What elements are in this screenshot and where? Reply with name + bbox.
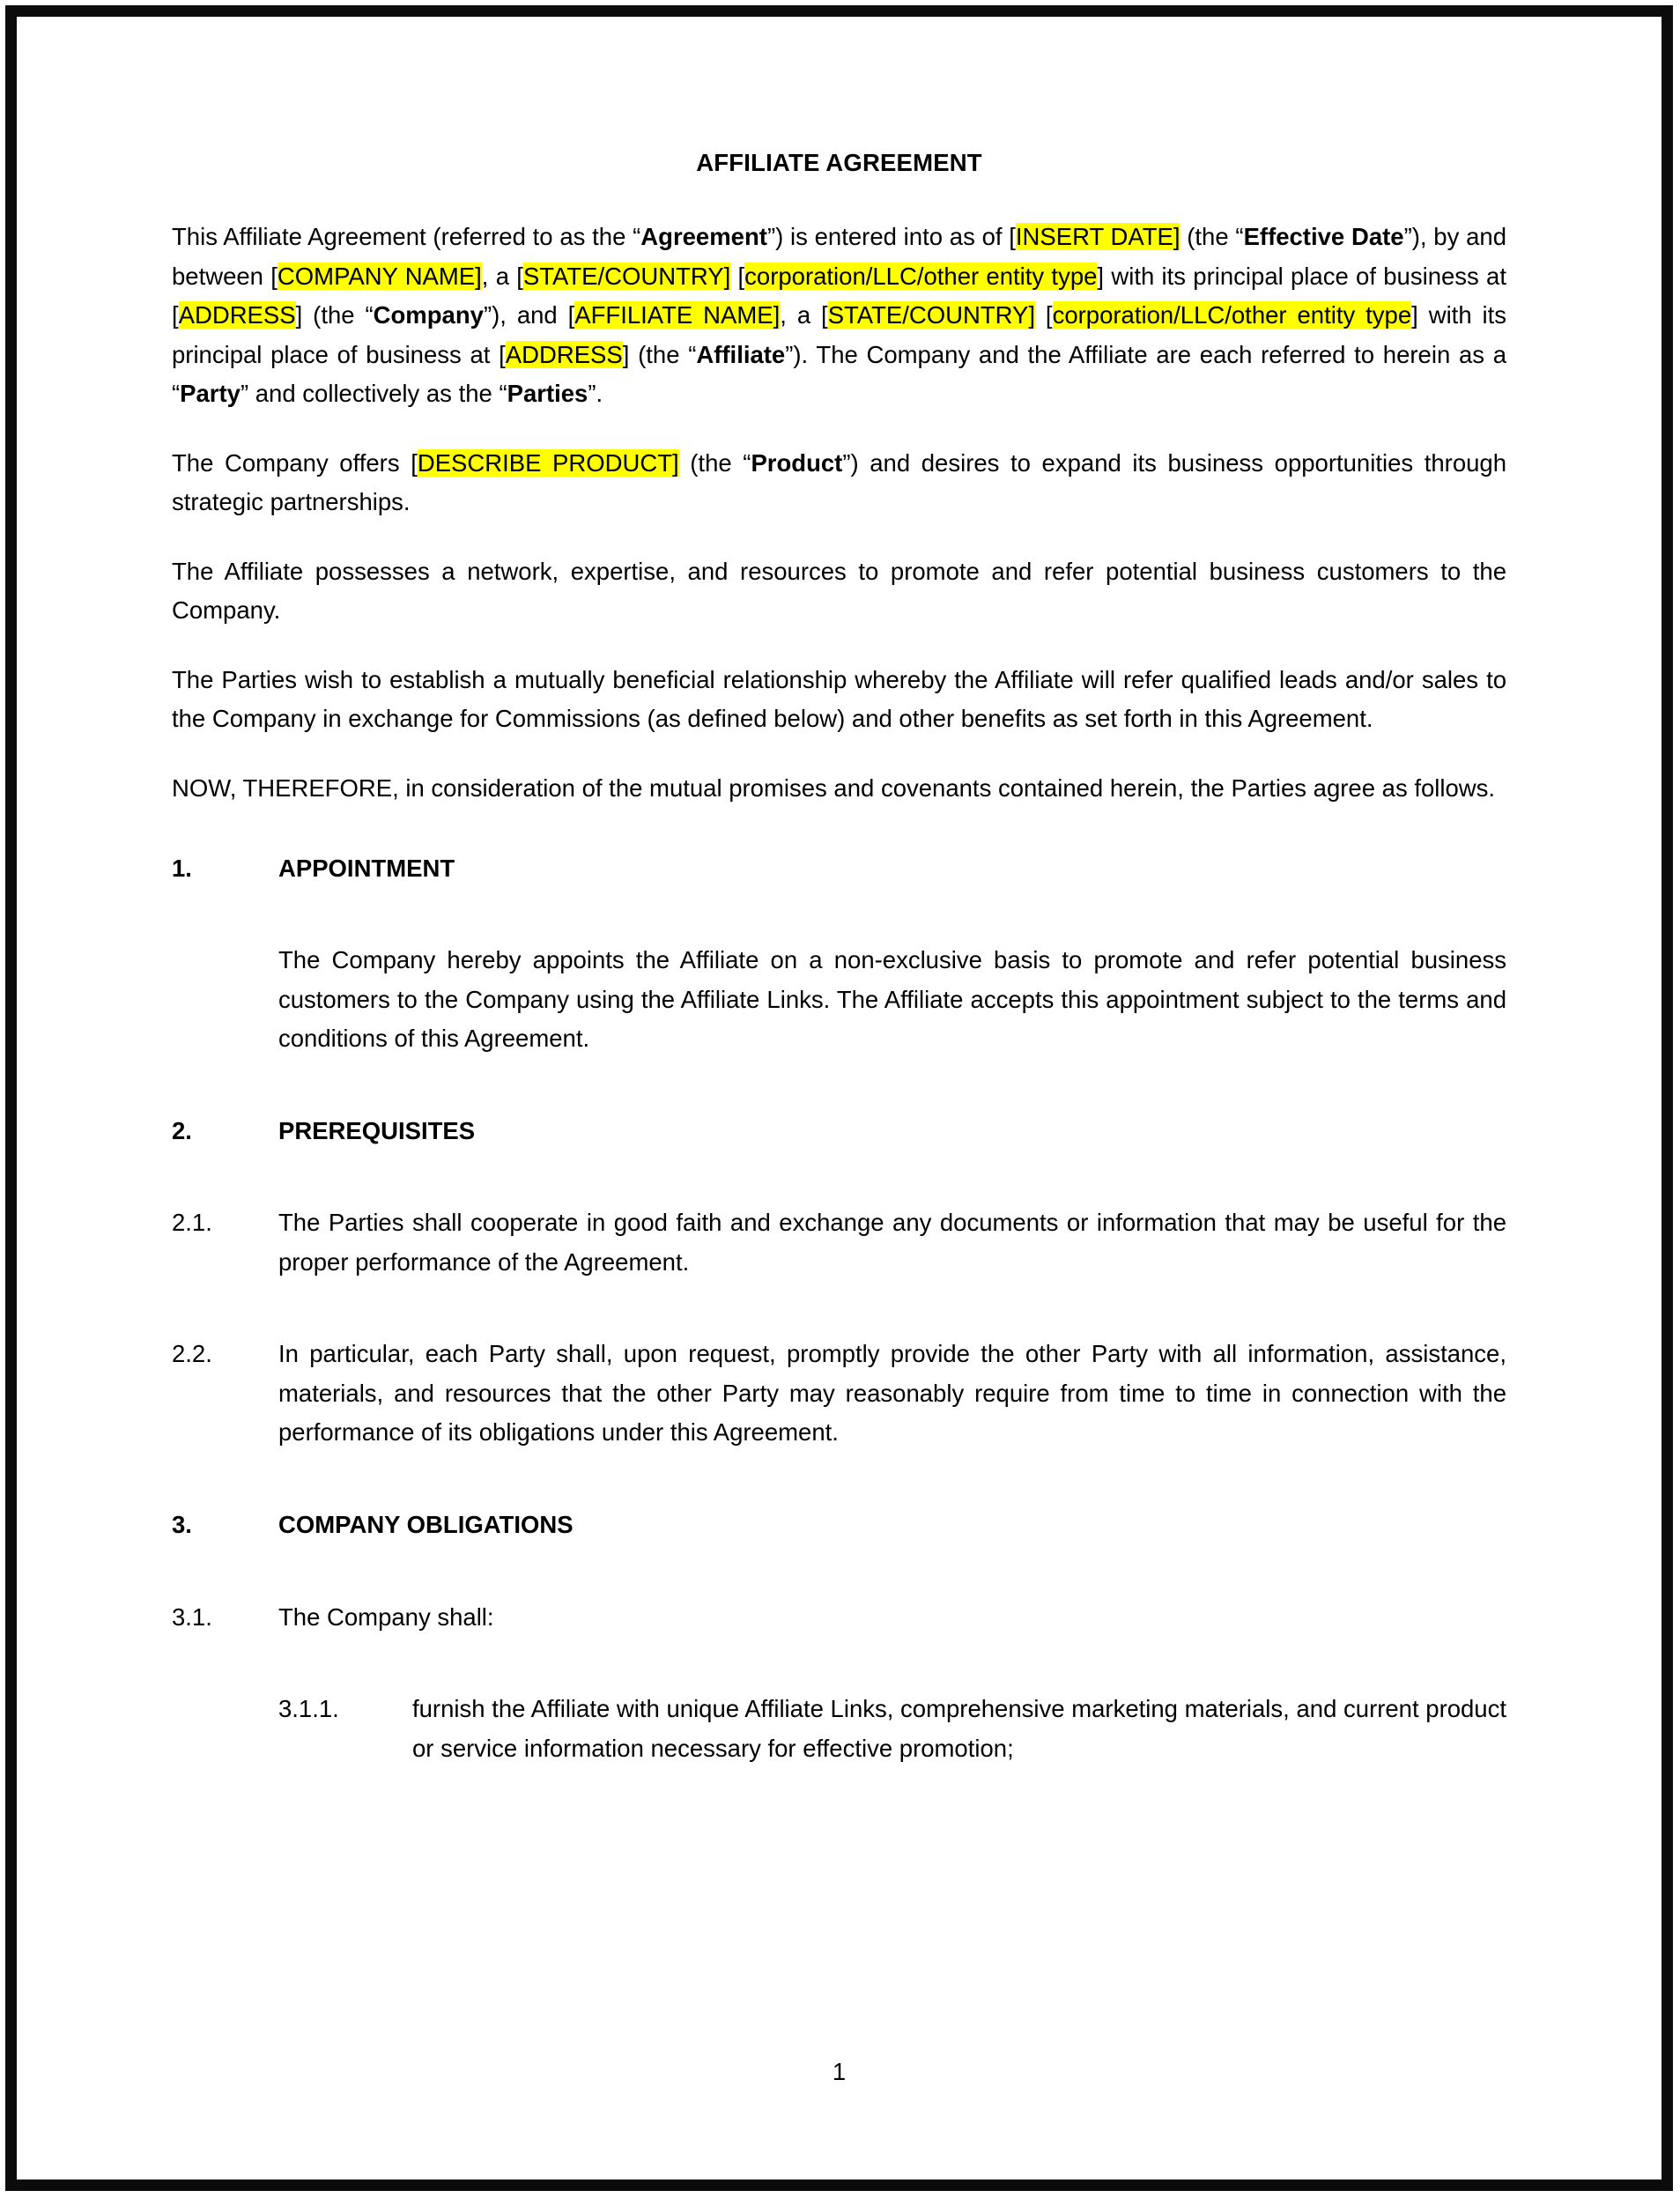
section-2-heading [172, 1112, 1506, 1151]
page-number: 1 [832, 2058, 847, 2085]
preamble-p1-text-5: , a [ [481, 262, 523, 290]
preamble-p1-text-12: ] with its principal place of business at [ [172, 301, 1507, 368]
section-1-heading [172, 849, 1506, 889]
spacer-before-clause-2-1 [172, 1151, 1506, 1203]
term-company: Company [373, 301, 484, 329]
preamble-paragraph-4: The Parties wish to establish a mutually beneficial relationship whereby the Affiliate will refer qualified leads and/or sales to the Company in exchange for Commissions (as defined below) and other benefits as set forth in this Agreement. [172, 665, 1506, 733]
clause-3-1 [172, 1598, 1506, 1638]
section-1-number: 1. [172, 854, 192, 882]
section-1-title: APPOINTMENT [278, 854, 455, 882]
section-3-title: COMPANY OBLIGATIONS [278, 1511, 574, 1539]
term-affiliate: Affiliate [696, 340, 786, 368]
preamble-p1-text-1: This Affiliate Agreement (referred to as the “ [172, 223, 641, 250]
preamble-p2-text-1: The Company offers [ [172, 448, 418, 477]
spacer-before-section-2 [172, 1059, 1506, 1112]
preamble-p1-text-14: ”). The Company and the Affiliate are each referred to herein as a “ [172, 340, 1507, 408]
spacer-before-clause-2-2 [172, 1282, 1506, 1335]
preamble-p1-text-6: [ [730, 262, 745, 290]
term-product: Product [751, 448, 843, 477]
clause-3-1-1-number: 3.1.1. [278, 1695, 339, 1723]
placeholder-insert-date: INSERT DATE] [1015, 223, 1180, 250]
spacer-section-1-body [172, 888, 1506, 941]
clause-2-2 [172, 1335, 1506, 1453]
term-party: Party [180, 380, 241, 408]
preamble-p2-text-3: ”) and desires to expand its business opportunities through strategic partnerships. [172, 448, 1506, 516]
preamble-p1-text-15: ” and collectively as the “ [240, 380, 507, 408]
section-1-body: The Company hereby appoints the Affiliate on a non-exclusive basis to promote and refer potential business customers to the Company using the Affiliate Links. The Affiliate accepts this appointment subject to the terms and conditions of this Agreement. [278, 946, 1506, 1053]
clause-3-1-1-text: furnish the Affiliate with unique Affiliate Links, comprehensive marketing materials, and current product or service information necessary for effective promotion; [412, 1695, 1506, 1762]
term-effective-date: Effective Date [1243, 223, 1404, 250]
preamble-p1-text-13: ] (the “ [622, 340, 697, 368]
preamble-paragraph-3: The Affiliate possesses a network, expertise, and resources to promote and refer potential business customers to the Company. [172, 557, 1506, 625]
clause-3-1-number: 3.1. [172, 1602, 212, 1631]
placeholder-address-company: ADDRESS [178, 301, 296, 329]
preamble-p1-text-9: ”), and [ [483, 301, 575, 329]
placeholder-entity-type-affiliate: corporation/LLC/other entity type [1052, 301, 1412, 329]
clause-2-2-text: In particular, each Party shall, upon request, promptly provide the other Party with all information, assistance, materials, and resources that the other Party may reasonably require from time to time in connection with the performance of its obligations under this Agreement. [278, 1340, 1506, 1447]
page-border-frame [5, 5, 1673, 2191]
document-title: AFFILIATE AGREEMENT [696, 149, 982, 176]
spacer-before-clause-3-1-1 [172, 1637, 1506, 1690]
clause-2-1 [172, 1203, 1506, 1282]
clause-2-1-text: The Parties shall cooperate in good faith and exchange any documents or information that may be useful for the proper performance of the Agreement. [278, 1209, 1506, 1276]
preamble-p1-text-7: ] with its principal place of business at [ [172, 262, 1506, 329]
preamble-p1-text-10: , a [ [780, 301, 828, 329]
preamble-p2-text-2: (the “ [678, 448, 751, 477]
clause-3-1-text: The Company shall: [278, 1602, 494, 1631]
placeholder-address-affiliate: ADDRESS [505, 340, 623, 368]
placeholder-entity-type-company: corporation/LLC/other entity type [744, 262, 1098, 290]
clause-3-1-1 [172, 1690, 1506, 1768]
preamble-p1-text-3: (the “ [1180, 223, 1244, 250]
spacer-before-clause-3-1 [172, 1545, 1506, 1598]
preamble-p1-text-16: ”. [588, 380, 603, 408]
section-3-number: 3. [172, 1511, 192, 1539]
preamble-p1-text-8: ] (the “ [295, 301, 374, 329]
section-3-heading [172, 1506, 1506, 1545]
preamble-paragraph-1 [172, 218, 1506, 414]
clause-2-1-number: 2.1. [172, 1209, 212, 1237]
term-agreement: Agreement [640, 223, 767, 250]
placeholder-state-country-company: STATE/COUNTRY] [522, 262, 731, 290]
placeholder-company-name: COMPANY NAME] [277, 262, 482, 290]
spacer-before-section-1 [172, 809, 1506, 849]
spacer-before-section-3 [172, 1453, 1506, 1506]
page-content-area [17, 17, 1661, 2179]
preamble-paragraph-5: NOW, THEREFORE, in consideration of the mutual promises and covenants contained herein, the Parties agree as follows. [172, 774, 1496, 803]
preamble-paragraph-2 [172, 444, 1506, 522]
section-2-number: 2. [172, 1116, 192, 1144]
clause-2-2-number: 2.2. [172, 1340, 212, 1368]
placeholder-describe-product: DESCRIBE PRODUCT] [417, 448, 679, 477]
section-2-title: PREREQUISITES [278, 1116, 476, 1144]
placeholder-affiliate-name: AFFILIATE NAME] [574, 301, 781, 329]
preamble-p1-text-4: ”), by and between [ [172, 223, 1506, 290]
term-parties: Parties [507, 380, 588, 408]
preamble-p1-text-2: ”) is entered into as of [ [766, 223, 1016, 250]
preamble-p1-text-11: [ [1035, 301, 1053, 329]
placeholder-state-country-affiliate: STATE/COUNTRY] [827, 301, 1035, 329]
